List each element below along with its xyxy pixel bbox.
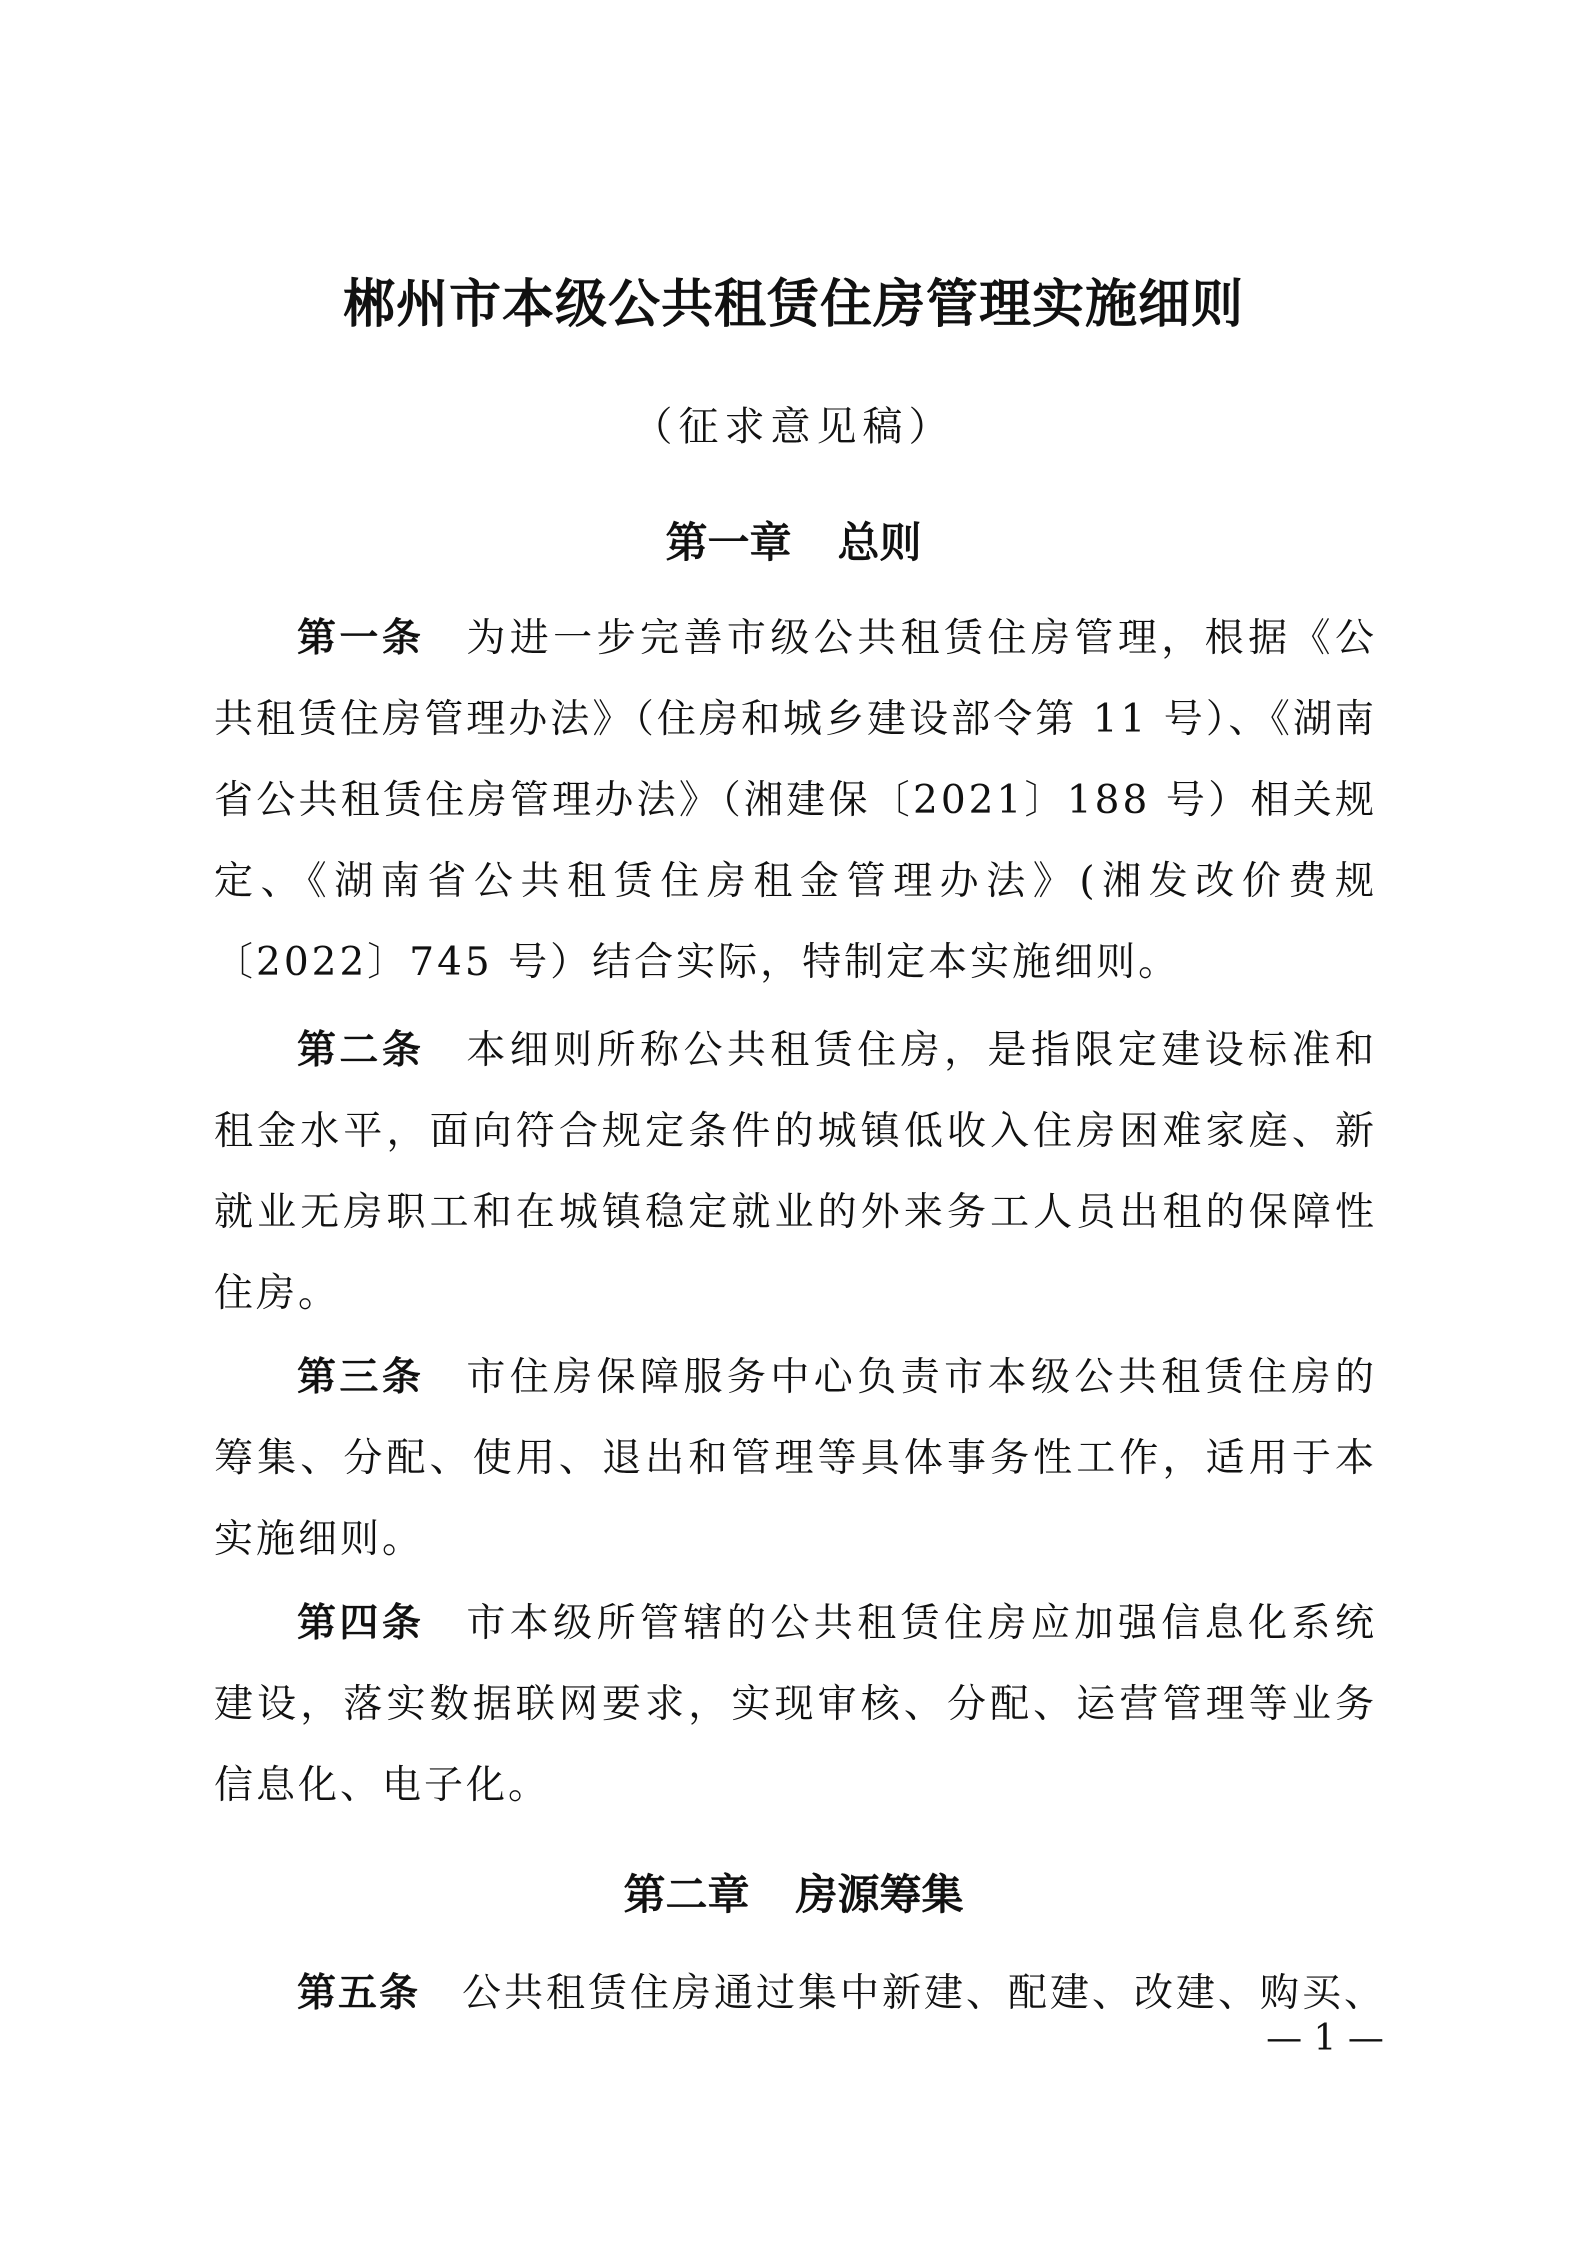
chapter-name: 总则 bbox=[837, 518, 922, 567]
chapter-number: 第二章 bbox=[623, 1870, 750, 1919]
document-title: 郴州市本级公共租赁住房管理实施细则 bbox=[342, 274, 1244, 335]
article-paragraph bbox=[214, 1953, 1387, 2034]
article-paragraph bbox=[214, 1583, 1377, 1826]
article-heading: 第三条 bbox=[297, 1354, 425, 1400]
article-paragraph bbox=[214, 598, 1377, 1003]
article-paragraph bbox=[214, 1337, 1377, 1580]
article-text: 本细则所称公共租赁住房，是指限定建设标准和租金水平，面向符合规定条件的城镇低收入住房困难家庭、新就业无房职工和在城镇稳定就业的外来务工人员出租的保障性住房。 bbox=[214, 1028, 1377, 1316]
article-text: 公共租赁住房通过集中新建、配建、改建、购买、 bbox=[462, 1971, 1387, 2016]
article-text: 市住房保障服务中心负责市本级公共租赁住房的筹集、分配、使用、退出和管理等具体事务性工作，适用于本实施细则。 bbox=[214, 1355, 1377, 1562]
chapter-heading bbox=[0, 510, 1587, 570]
article-text: 为进一步完善市级公共租赁住房管理，根据《公共租赁住房管理办法》（住房和城乡建设部令第 11 号）、《湖南省公共租赁住房管理办法》（湘建保〔2021〕188 号）相关规定、《湖南省公共租赁住房租金管理办法》(湘发改价费规〔2022〕745 号）结合实际，特制定本实施细则。 bbox=[214, 616, 1377, 985]
article-heading: 第一条 bbox=[297, 615, 425, 661]
chapter-number: 第一章 bbox=[665, 518, 792, 567]
document-subtitle: （征求意见稿） bbox=[632, 404, 955, 450]
article-paragraph bbox=[214, 1010, 1377, 1334]
chapter-heading bbox=[0, 1862, 1587, 1922]
chapter-name: 房源筹集 bbox=[795, 1870, 964, 1919]
article-heading: 第二条 bbox=[297, 1027, 425, 1073]
article-heading: 第四条 bbox=[297, 1600, 425, 1646]
page-number: — 1 — bbox=[1266, 2018, 1384, 2059]
article-heading: 第五条 bbox=[297, 1970, 421, 2016]
article-text: 市本级所管辖的公共租赁住房应加强信息化系统建设，落实数据联网要求，实现审核、分配、运营管理等业务信息化、电子化。 bbox=[214, 1601, 1377, 1808]
